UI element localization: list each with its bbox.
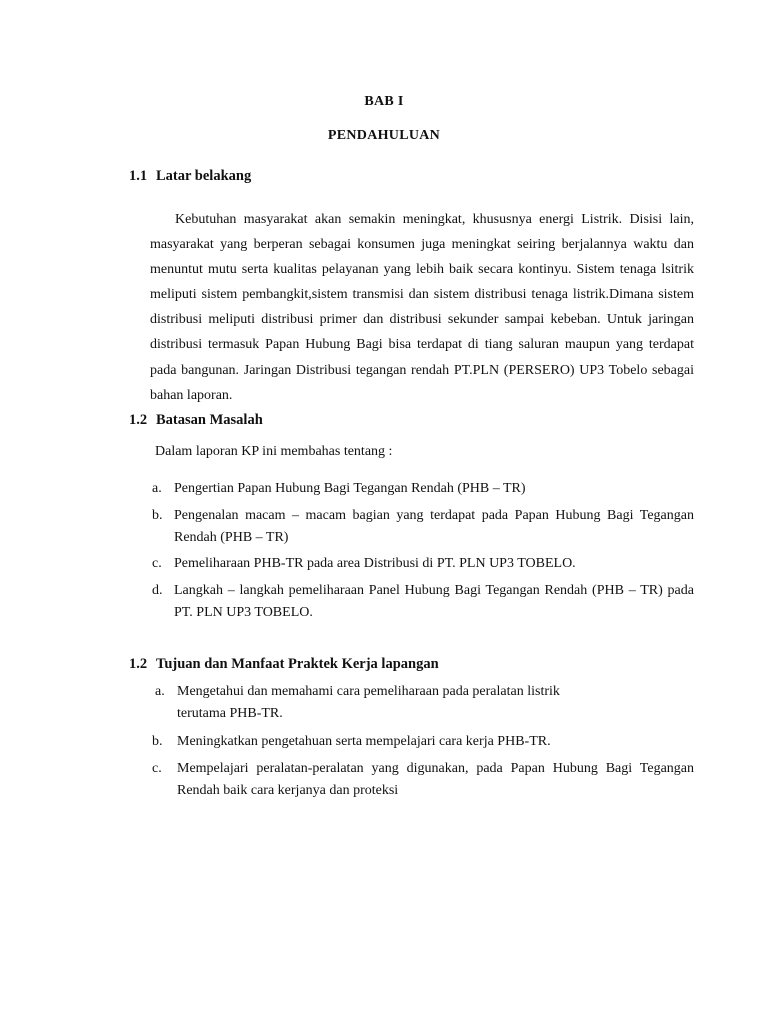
list-item-text: Meningkatkan pengetahuan serta mempelajari cara kerja PHB-TR. bbox=[177, 734, 551, 749]
section-heading-scope bbox=[129, 412, 263, 429]
list-item-text: Pemeliharaan PHB-TR pada area Distribusi di PT. PLN UP3 TOBELO. bbox=[174, 556, 576, 571]
list-item-text: Pengertian Papan Hubung Bagi Tegangan Rendah (PHB – TR) bbox=[174, 481, 526, 496]
chapter-title: PENDAHULUAN bbox=[327, 128, 441, 143]
scope-intro: Dalam laporan KP ini membahas tentang : bbox=[155, 444, 393, 459]
list-marker: c. bbox=[152, 761, 162, 776]
list-item-text: Pengenalan macam – macam bagian yang terdapat pada Papan Hubung Bagi Tegangan Rendah (PHB – TR) bbox=[174, 508, 694, 545]
list-item-text: Mengetahui dan memahami cara pemeliharaan pada peralatan listrik terutama PHB-TR. bbox=[177, 684, 560, 721]
chapter-label: BAB I bbox=[364, 94, 404, 109]
list-marker: a. bbox=[152, 481, 162, 496]
section-title: Latar belakang bbox=[156, 168, 252, 184]
list-marker: c. bbox=[152, 556, 162, 571]
section-heading-goals bbox=[129, 656, 439, 673]
section-number: 1.2 bbox=[129, 412, 148, 428]
section-title: Batasan Masalah bbox=[156, 412, 263, 428]
list-marker: b. bbox=[152, 508, 163, 523]
list-item bbox=[152, 478, 694, 500]
list-marker: d. bbox=[152, 583, 163, 598]
list-item bbox=[152, 580, 694, 624]
list-item bbox=[152, 758, 694, 802]
list-marker: a. bbox=[155, 684, 165, 699]
list-item-text: Mempelajari peralatan-peralatan yang digunakan, pada Papan Hubung Bagi Tegangan Rendah baik cara kerjanya dan proteksi bbox=[177, 761, 694, 798]
list-item-text: Langkah – langkah pemeliharaan Panel Hubung Bagi Tegangan Rendah (PHB – TR) pada PT. PLN UP3 TOBELO. bbox=[174, 583, 694, 620]
list-item bbox=[152, 553, 694, 575]
list-item bbox=[152, 505, 694, 549]
section-heading-background bbox=[129, 168, 251, 185]
list-item bbox=[152, 681, 694, 725]
background-paragraph: Kebutuhan masyarakat akan semakin meningkat, khususnya energi Listrik. Disisi lain, masyarakat yang berperan sebagai konsumen juga meningkat seiring berjalannya waktu dan menuntut mutu serta kualitas pelayanan yang lebih baik secara kontinyu. Sistem tenaga lsitrik meliputi sistem pembangkit,sistem transmisi dan sistem distribusi tenaga listrik.Dimana sistem distribusi meliputi distribusi primer dan distribusi sekunder sampai kebeban. Untuk jaringan distribusi termasuk Papan Hubung Bagi bisa terdapat di tiang saluran maupun yang terdapat pada bangunan. Jaringan Distribusi tegangan rendah PT.PLN (PERSERO) UP3 Tobelo sebagai bahan laporan. bbox=[150, 212, 694, 403]
scope-list bbox=[152, 478, 694, 628]
list-marker: b. bbox=[152, 734, 163, 749]
section-number: 1.2 bbox=[129, 656, 148, 672]
goals-list bbox=[152, 681, 694, 811]
section-title: Tujuan dan Manfaat Praktek Kerja lapangan bbox=[156, 656, 439, 672]
list-item bbox=[152, 731, 694, 753]
section-number: 1.1 bbox=[129, 168, 148, 184]
